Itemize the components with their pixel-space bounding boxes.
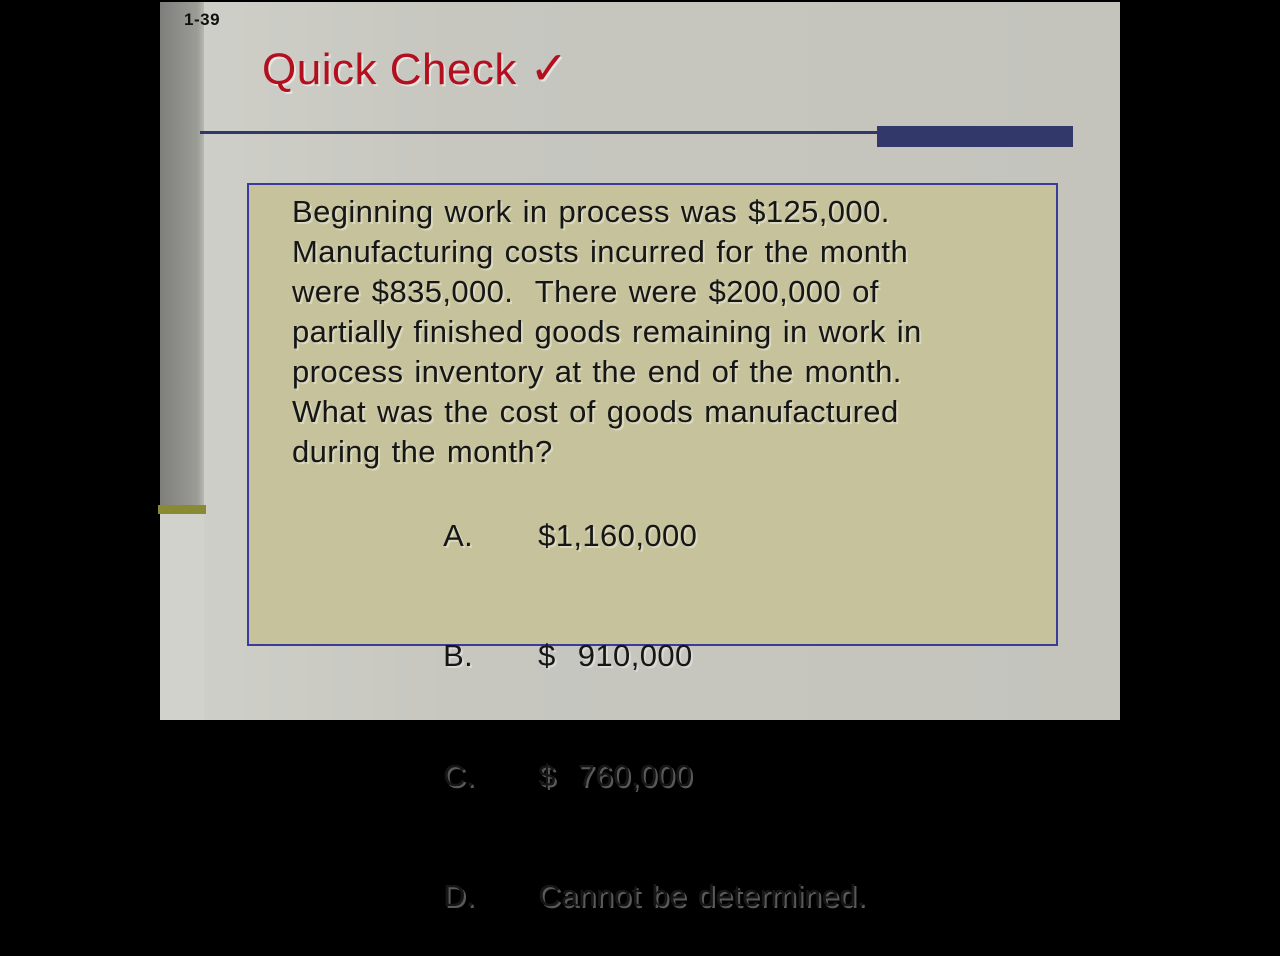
option-letter: D. — [443, 878, 475, 913]
question-box — [247, 183, 1058, 913]
slide-left-edge-bar — [160, 2, 204, 505]
slide-title-text: Quick Check — [262, 45, 530, 94]
option-letter: C. — [443, 758, 475, 793]
question-line: Beginning work in process was $125,000. — [292, 194, 890, 229]
slide-left-lower-strip — [160, 514, 204, 720]
answer-options — [292, 476, 1056, 956]
question-line: Manufacturing costs incurred for the month — [292, 234, 909, 269]
option-value: $1,160,000 — [538, 518, 698, 553]
question-line: were $835,000. There were $200,000 of — [292, 274, 879, 309]
question-line: during the month? — [292, 434, 553, 469]
option-value: Cannot be determined. — [538, 878, 866, 913]
olive-accent-line — [158, 505, 206, 514]
question-line: What was the cost of goods manufactured — [292, 394, 899, 429]
slide-number: 1-39 — [184, 10, 221, 29]
option-letter: A. — [443, 518, 474, 553]
option-value: $ 760,000 — [538, 758, 693, 793]
answer-option-d[interactable] — [292, 836, 1056, 956]
question-line: partially finished goods remaining in work in — [292, 314, 922, 349]
slide-title — [262, 42, 569, 96]
question-line: process inventory at the end of the month. — [292, 354, 902, 389]
answer-option-c[interactable] — [292, 716, 1056, 836]
answer-option-b[interactable] — [292, 596, 1056, 716]
option-value: $ 910,000 — [538, 638, 693, 673]
check-icon: ✓ — [529, 42, 569, 94]
option-letter: B. — [443, 638, 474, 673]
answer-option-a[interactable] — [292, 476, 1056, 596]
title-accent-bar — [877, 126, 1073, 147]
